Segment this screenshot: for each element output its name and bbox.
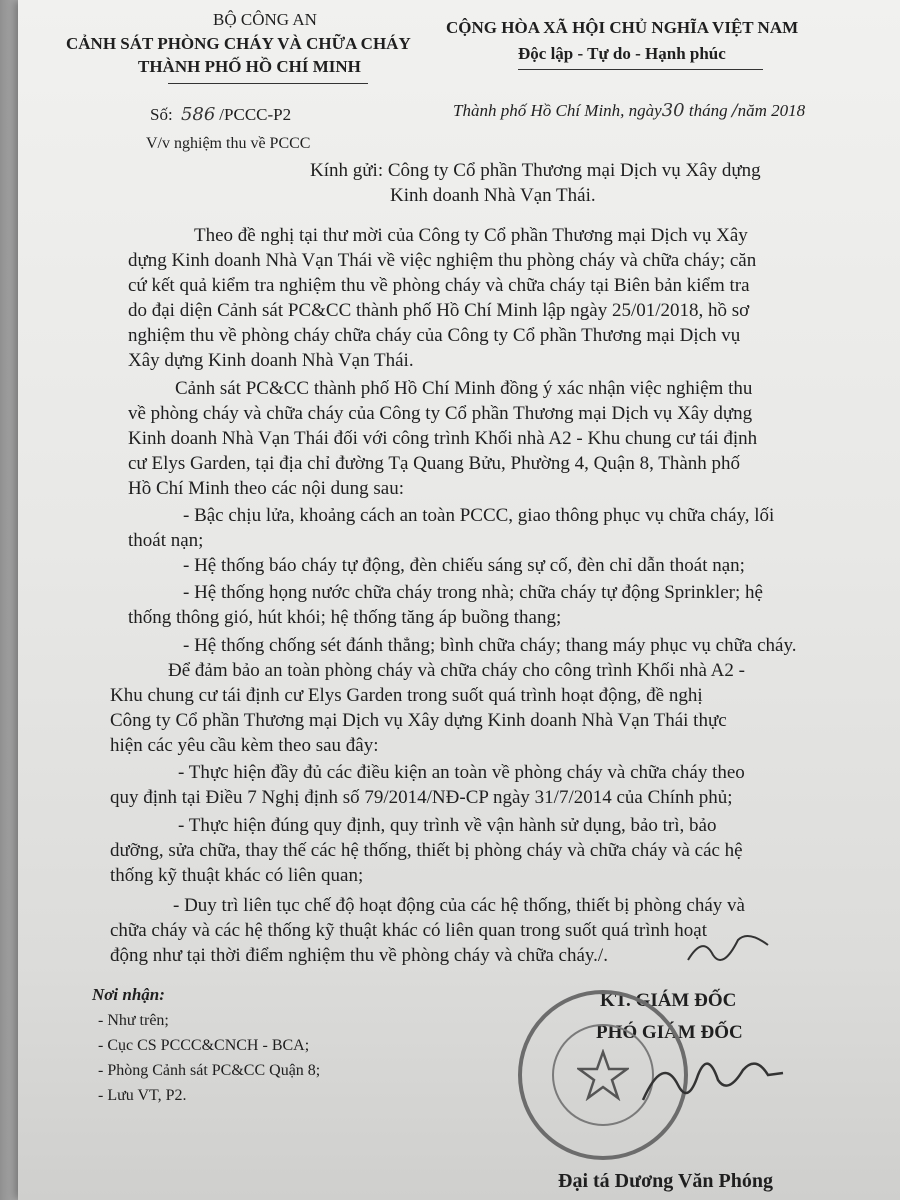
body-line: thống kỹ thuật khác có liên quan; [110, 865, 364, 886]
date-part-3: năm 2018 [737, 101, 806, 120]
body-bullet: - Hệ thống chống sét đánh thẳng; bình chữa cháy; thang máy phục vụ chữa cháy. [183, 635, 797, 656]
star-emblem-icon [577, 1049, 629, 1101]
date-part-1: Thành phố Hồ Chí Minh, ngày [453, 101, 662, 120]
body-line: động như tại thời điểm nghiệm thu về phòng cháy và chữa cháy./. [110, 945, 608, 966]
body-line: Cảnh sát PC&CC thành phố Hồ Chí Minh đồng ý xác nhận việc nghiệm thu [175, 378, 753, 399]
agency-line-2: CẢNH SÁT PHÒNG CHÁY VÀ CHỮA CHÁY [66, 34, 411, 53]
body-line: thống thông gió, hút khói; hệ thống tăng áp buồng thang; [128, 607, 562, 628]
republic-line-1: CỘNG HÒA XÃ HỘI CHỦ NGHĨA VIỆT NAM [446, 18, 799, 37]
date-month: / [731, 101, 738, 121]
recipient-item: - Cục CS PCCC&CNCH - BCA; [98, 1037, 310, 1054]
agency-line-1: BỘ CÔNG AN [213, 10, 317, 29]
number-prefix: Số: [150, 105, 173, 124]
signature-title-1: KT. GIÁM ĐỐC [600, 990, 737, 1011]
recipient-line-1: Kính gửi: Công ty Cổ phần Thương mại Dịch vụ Xây dựng [310, 160, 761, 181]
body-bullet: - Duy trì liên tục chế độ hoạt động của các hệ thống, thiết bị phòng cháy và [173, 895, 745, 916]
body-line: về phòng cháy và chữa cháy của Công ty Cổ phần Thương mại Dịch vụ Xây dựng [128, 403, 753, 424]
body-bullet: - Bậc chịu lửa, khoảng cách an toàn PCCC, giao thông phục vụ chữa cháy, lối [183, 505, 775, 526]
body-line: Xây dựng Kinh doanh Nhà Vạn Thái. [128, 350, 414, 371]
body-bullet: - Thực hiện đúng quy định, quy trình về vận hành sử dụng, bảo trì, bảo [178, 815, 717, 836]
body-line: dưỡng, sửa chữa, thay thế các hệ thống, thiết bị phòng cháy và chữa cháy và các hệ [110, 840, 743, 861]
body-line: Theo đề nghị tại thư mời của Công ty Cổ phần Thương mại Dịch vụ Xây [194, 225, 748, 246]
body-line: Công ty Cổ phần Thương mại Dịch vụ Xây dựng Kinh doanh Nhà Vạn Thái thực [110, 710, 727, 731]
signer-name: Đại tá Dương Văn Phóng [558, 1170, 773, 1192]
body-line: Kinh doanh Nhà Vạn Thái đối với công trình Khối nhà A2 - Khu chung cư tái định [128, 428, 758, 449]
republic-underline [518, 69, 763, 70]
body-line: thoát nạn; [128, 530, 204, 551]
body-line: cứ kết quả kiểm tra nghiệm thu về phòng cháy và chữa cháy tại Biên bản kiểm tra [128, 275, 750, 296]
body-line: do đại diện Cảnh sát PC&CC thành phố Hồ Chí Minh lập ngày 25/01/2018, hồ sơ [128, 300, 750, 321]
document-date [453, 100, 805, 121]
body-line: Để đảm bảo an toàn phòng cháy và chữa cháy cho công trình Khối nhà A2 - [168, 660, 745, 681]
body-line: nghiệm thu về phòng cháy chữa cháy của Công ty Cổ phần Thương mại Dịch vụ [128, 325, 741, 346]
agency-underline [168, 83, 368, 84]
handwritten-mark-icon [683, 925, 773, 975]
date-part-2: tháng [688, 101, 728, 120]
document-number [150, 104, 291, 125]
body-line: Hồ Chí Minh theo các nội dung sau: [128, 478, 404, 499]
number-handwritten: 586 [180, 104, 216, 125]
handwritten-signature-icon [638, 1045, 788, 1115]
recipient-item: - Như trên; [98, 1012, 169, 1029]
date-day: 30 [661, 100, 685, 121]
agency-line-3: THÀNH PHỐ HỒ CHÍ MINH [138, 57, 361, 76]
recipient-line-2: Kinh doanh Nhà Vạn Thái. [390, 185, 596, 206]
recipient-item: - Phòng Cảnh sát PC&CC Quận 8; [98, 1062, 321, 1079]
body-line: hiện các yêu cầu kèm theo sau đây: [110, 735, 379, 756]
body-line: cư Elys Garden, tại địa chỉ đường Tạ Quang Bửu, Phường 4, Quận 8, Thành phố [128, 453, 741, 474]
body-line: quy định tại Điều 7 Nghị định số 79/2014/NĐ-CP ngày 31/7/2014 của Chính phủ; [110, 787, 733, 808]
body-bullet: - Thực hiện đầy đủ các điều kiện an toàn về phòng cháy và chữa cháy theo [178, 762, 745, 783]
recipients-title: Nơi nhận: [92, 985, 165, 1004]
republic-line-2: Độc lập - Tự do - Hạnh phúc [518, 44, 726, 63]
subject-line: V/v nghiệm thu về PCCC [146, 135, 311, 152]
number-suffix: /PCCC-P2 [219, 105, 292, 124]
body-bullet: - Hệ thống báo cháy tự động, đèn chiếu sáng sự cố, đèn chỉ dẫn thoát nạn; [183, 555, 745, 576]
body-line: Khu chung cư tái định cư Elys Garden trong suốt quá trình hoạt động, đề nghị [110, 685, 703, 706]
signature-title-2: PHÓ GIÁM ĐỐC [596, 1022, 743, 1043]
body-line: dựng Kinh doanh Nhà Vạn Thái về việc nghiệm thu phòng cháy và chữa cháy; căn [128, 250, 757, 271]
recipient-item: - Lưu VT, P2. [98, 1087, 187, 1104]
body-bullet: - Hệ thống họng nước chữa cháy trong nhà; chữa cháy tự động Sprinkler; hệ [183, 582, 763, 603]
body-line: chữa cháy và các hệ thống kỹ thuật khác có liên quan trong suốt quá trình hoạt [110, 920, 707, 941]
document-page [18, 0, 900, 1200]
